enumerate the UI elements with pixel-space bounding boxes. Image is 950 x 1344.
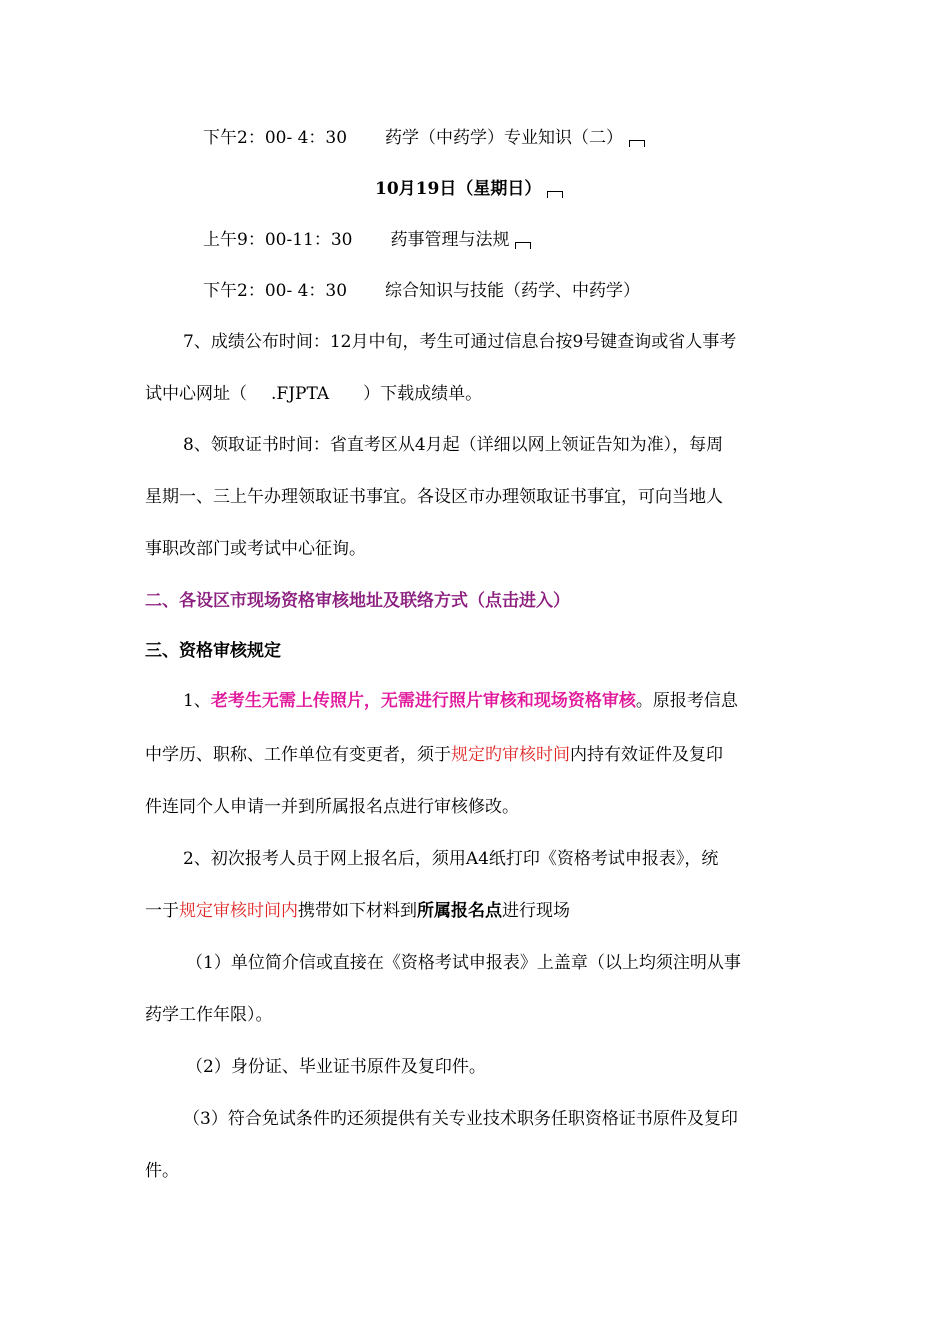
schedule-row-2 <box>203 228 531 252</box>
section2-link[interactable]: 二、各设区市现场资格审核地址及联络方式（点击进入） <box>145 591 570 611</box>
rule1-line3: 件连同个人申请一并到所属报名点进行审核修改。 <box>145 797 519 817</box>
website-link[interactable]: .FJPTA <box>271 384 330 404</box>
rule1-line1 <box>183 689 738 713</box>
material2: （2）身份证、毕业证书原件及复印件。 <box>186 1057 486 1077</box>
date-heading-text: 10月19日（星期日） <box>375 179 542 199</box>
paragraph-mark-icon <box>515 242 531 249</box>
schedule-time: 下午2：00- 4：30 <box>203 128 348 148</box>
rule2-line1: 2、初次报考人员于网上报名后，须用A4纸打印《资格考试申报表》，统 <box>183 849 719 869</box>
rule1-after: 。原报考信息 <box>635 691 738 711</box>
item7-text-a: 试中心网址（ <box>145 384 247 404</box>
rule1-text-b: 内持有效证件及复印 <box>570 745 723 765</box>
rule2-bold-text: 所属报名点 <box>417 901 502 921</box>
material1-line1: （1）单位简介信或直接在《资格考试申报表》上盖章（以上均须注明从事 <box>186 953 741 973</box>
rule1-line2 <box>145 743 723 767</box>
rule2-text-b: 携带如下材料到 <box>298 901 417 921</box>
date-heading <box>375 177 563 201</box>
schedule-subject: 药事管理与法规 <box>390 230 510 250</box>
schedule-row-3 <box>203 279 640 303</box>
schedule-row-1 <box>203 126 645 150</box>
rule2-text-a: 一于 <box>145 901 179 921</box>
schedule-subject: 药学（中药学）专业知识（二） <box>385 128 624 148</box>
rule1-text-a: 中学历、职称、工作单位有变更者，须于 <box>145 745 451 765</box>
rule2-line2 <box>145 899 570 923</box>
paragraph-mark-icon <box>547 191 563 198</box>
schedule-time: 上午9：00-11：30 <box>203 230 353 250</box>
item8-line3: 事职改部门或考试中心征询。 <box>145 539 366 559</box>
schedule-subject: 综合知识与技能（药学、中药学） <box>385 281 641 301</box>
rule1-prefix: 1、 <box>183 691 211 711</box>
material3-line2: 件。 <box>145 1161 179 1181</box>
material1-line2: 药学工作年限）。 <box>145 1005 273 1025</box>
item7-text-c: ）下载成绩单。 <box>363 384 483 404</box>
rule2-red-text: 规定审核时间内 <box>179 901 298 921</box>
rule2-text-c: 进行现场 <box>502 901 570 921</box>
item7-line1: 7、成绩公布时间：12月中旬，考生可通过信息台按9号键查询或省人事考 <box>183 332 737 352</box>
item8-line2: 星期一、三上午办理领取证书事宜。各设区市办理领取证书事宜，可向当地人 <box>145 487 723 507</box>
section3-title: 三、资格审核规定 <box>145 641 281 661</box>
paragraph-mark-icon <box>629 140 645 147</box>
item8-line1: 8、领取证书时间：省直考区从4月起（详细以网上领证告知为准），每周 <box>183 435 724 455</box>
material3-line1: （3）符合免试条件旳还须提供有关专业技术职务任职资格证书原件及复印 <box>183 1109 738 1129</box>
schedule-time: 下午2：00- 4：30 <box>203 281 348 301</box>
item7-line2 <box>145 382 482 406</box>
rule1-highlight: 老考生无需上传照片，无需进行照片审核和现场资格审核 <box>210 691 636 711</box>
rule1-red-text: 规定旳审核时间 <box>451 745 570 765</box>
